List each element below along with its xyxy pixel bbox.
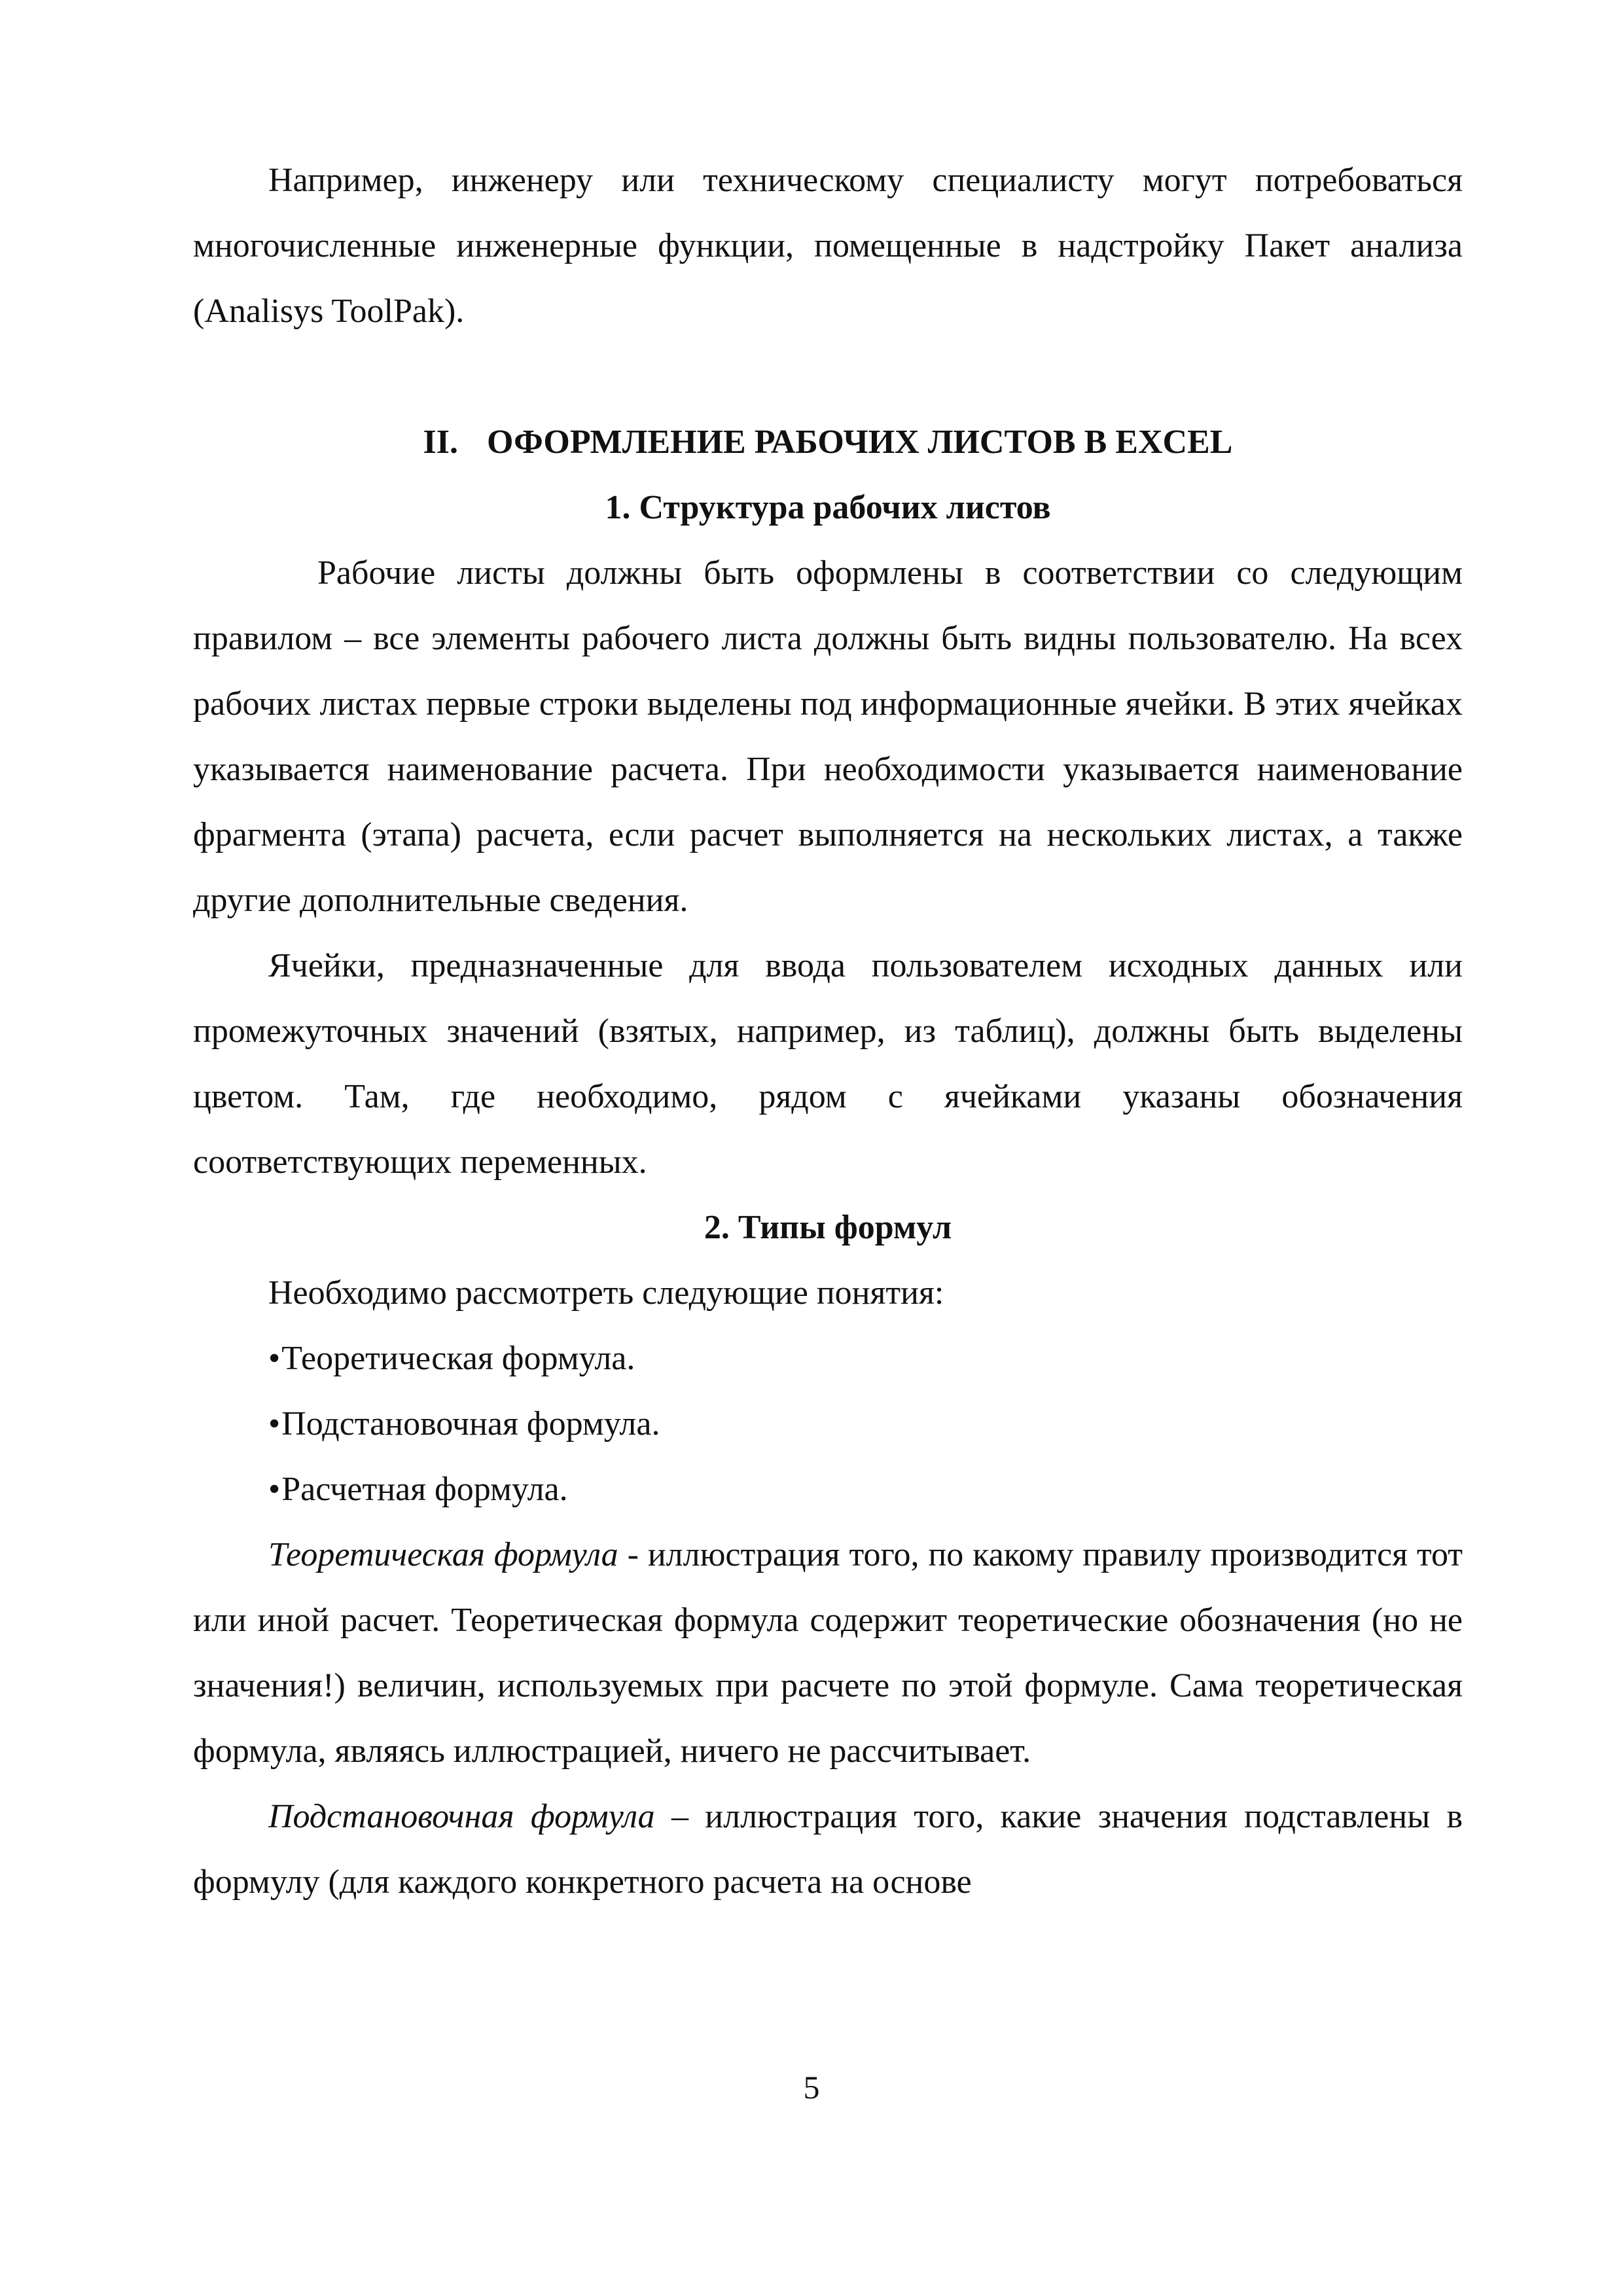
subsection-heading-structure: 1. Структура рабочих листов	[605, 489, 1051, 526]
paragraph-theoretical	[193, 1522, 1463, 1784]
list-item-text: Расчетная формула.	[281, 1471, 568, 1508]
section-title: ОФОРМЛЕНИЕ РАБОЧИХ ЛИСТОВ В EXCEL	[487, 423, 1233, 461]
term-theoretical: Теоретическая формула	[268, 1536, 618, 1573]
definition-theoretical: - иллюстрация того, по какому правилу производится тот или иной расчет. Теоретическая формула содержит теоретические обозначения (но не значения!) величин, используемых при расчете по этой формуле. Сама теоретическая формула, являясь иллюстрацией, ничего не рассчитывает.	[193, 1536, 1463, 1770]
list-item	[193, 1391, 1463, 1457]
bullet-icon: •	[268, 1340, 281, 1377]
bullet-icon: •	[268, 1405, 281, 1443]
page-content	[193, 148, 1463, 1915]
list-item-text: Подстановочная формула.	[281, 1405, 660, 1443]
paragraph-structure: Рабочие листы должны быть оформлены в соответствии со следующим правилом – все элементы рабочего листа должны быть видны пользователю. На всех рабочих листах первые строки выделены под информационные ячейки. В этих ячейках указывается наименование расчета. При необходимости указывается наименование фрагмента (этапа) расчета, если расчет выполняется на нескольких листах, а также другие дополнительные сведения.	[193, 554, 1463, 919]
list-item	[193, 1457, 1463, 1522]
definition-substitution: – иллюстрация того, какие значения подставлены в формулу (для каждого конкретного расчета на основе	[193, 1798, 1463, 1901]
term-substitution: Подстановочная формула	[268, 1798, 655, 1835]
section-number: II.	[423, 423, 459, 461]
paragraph-substitution	[193, 1784, 1463, 1915]
bullet-icon: •	[268, 1471, 281, 1508]
paragraph-intro: Например, инженеру или техническому специалисту могут потребоваться многочисленные инженерные функции, помещенные в надстройку Пакет анализа (Analisys ToolPak).	[193, 162, 1463, 330]
section-heading	[193, 410, 1463, 475]
paragraph-cells: Ячейки, предназначенные для ввода пользователем исходных данных или промежуточных значений (взятых, например, из таблиц), должны быть выделены цветом. Там, где необходимо, рядом с ячейками указаны обозначения соответствующих переменных.	[193, 947, 1463, 1181]
list-item-text: Теоретическая формула.	[281, 1340, 635, 1377]
page-number: 5	[803, 2069, 820, 2106]
paragraph-concepts-intro: Необходимо рассмотреть следующие понятия:	[268, 1274, 944, 1312]
subsection-heading-formula-types: 2. Типы формул	[704, 1209, 952, 1246]
list-item	[193, 1326, 1463, 1391]
